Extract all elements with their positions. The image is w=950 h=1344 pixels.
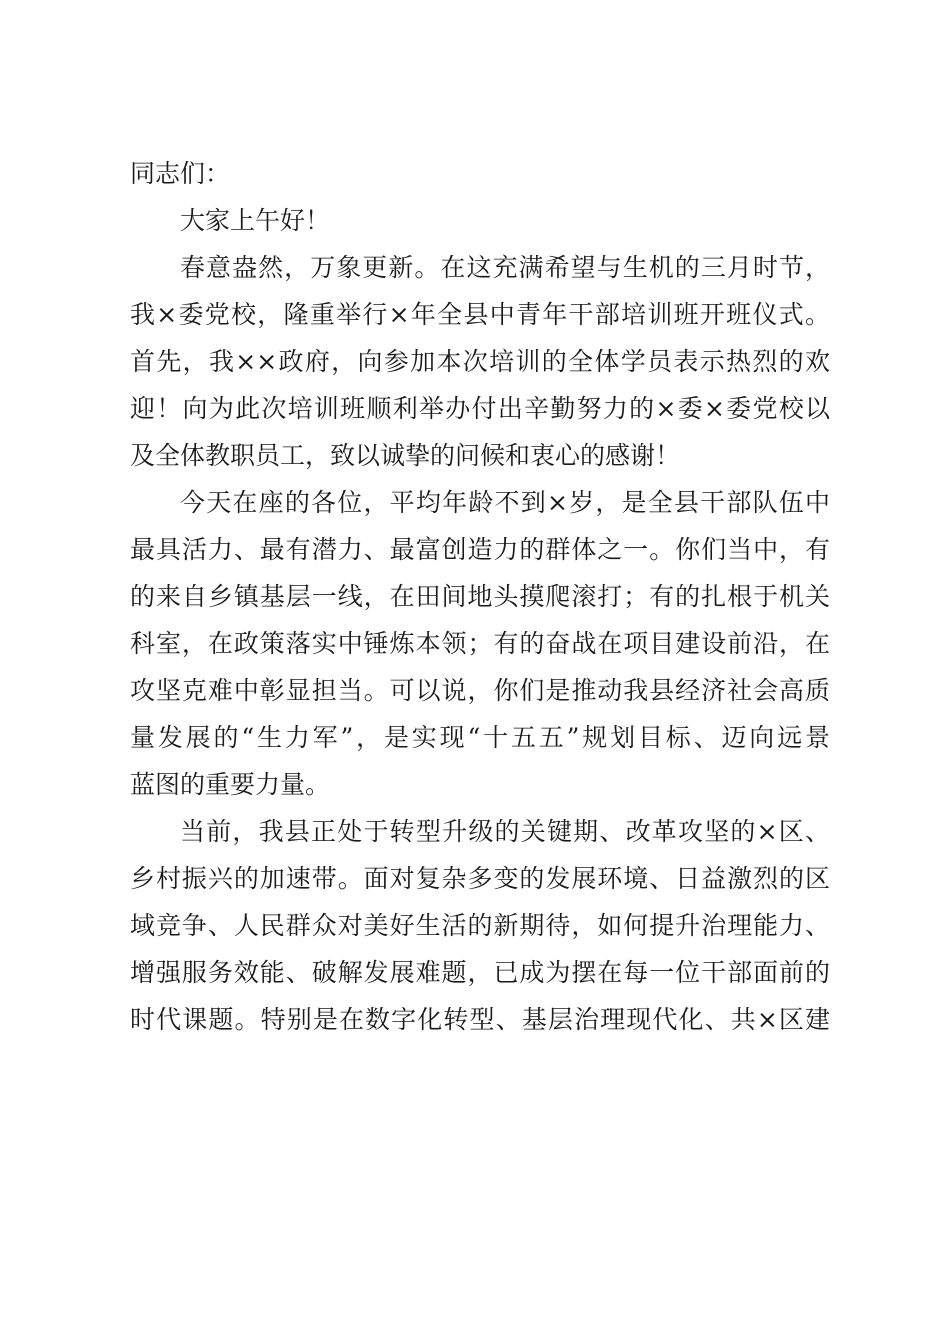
paragraph-line: 迎！向为此次培训班顺利举办付出辛勤努力的×委×委党校以 bbox=[130, 394, 830, 423]
paragraph-3 bbox=[130, 808, 830, 1043]
paragraph-2 bbox=[130, 479, 830, 808]
paragraph-line: 的来自乡镇基层一线，在田间地头摸爬滚打；有的扎根于机关 bbox=[130, 582, 830, 611]
paragraph-line: 及全体教职员工，致以诚挚的问候和衷心的感谢！ bbox=[130, 441, 681, 470]
paragraph-line: 攻坚克难中彰显担当。可以说，你们是推动我县经济社会高质 bbox=[130, 676, 830, 705]
paragraph-1 bbox=[130, 244, 830, 479]
document-body bbox=[130, 150, 830, 1043]
paragraph-line: 增强服务效能、破解发展难题，已成为摆在每一位干部面前的 bbox=[130, 958, 830, 987]
paragraph-line: 蓝图的重要力量。 bbox=[130, 770, 331, 799]
paragraph-line: 今天在座的各位，平均年龄不到×岁，是全县干部队伍中 bbox=[180, 488, 830, 517]
salutation: 同志们： bbox=[130, 159, 231, 188]
paragraph-line: 域竞争、人民群众对美好生活的新期待，如何提升治理能力、 bbox=[130, 911, 830, 940]
paragraph-line: 我×委党校，隆重举行×年全县中青年干部培训班开班仪式。 bbox=[130, 300, 830, 329]
paragraph-line: 当前，我县正处于转型升级的关键期、改革攻坚的×区、 bbox=[180, 817, 830, 846]
paragraph-line: 首先，我××政府，向参加本次培训的全体学员表示热烈的欢 bbox=[130, 347, 830, 376]
paragraph-line: 量发展的“生力军”，是实现“十五五”规划目标、迈向远景 bbox=[130, 723, 830, 752]
paragraph-line: 乡村振兴的加速带。面对复杂多变的发展环境、日益激烈的区 bbox=[130, 864, 830, 893]
paragraph-line: 最具活力、最有潜力、最富创造力的群体之一。你们当中，有 bbox=[130, 535, 830, 564]
paragraph-line: 春意盎然，万象更新。在这充满希望与生机的三月时节， bbox=[180, 253, 830, 282]
greeting: 大家上午好！ bbox=[180, 206, 331, 235]
paragraph-line: 科室，在政策落实中锤炼本领；有的奋战在项目建设前沿，在 bbox=[130, 629, 830, 658]
paragraph-line: 时代课题。特别是在数字化转型、基层治理现代化、共×区建 bbox=[130, 1005, 830, 1034]
